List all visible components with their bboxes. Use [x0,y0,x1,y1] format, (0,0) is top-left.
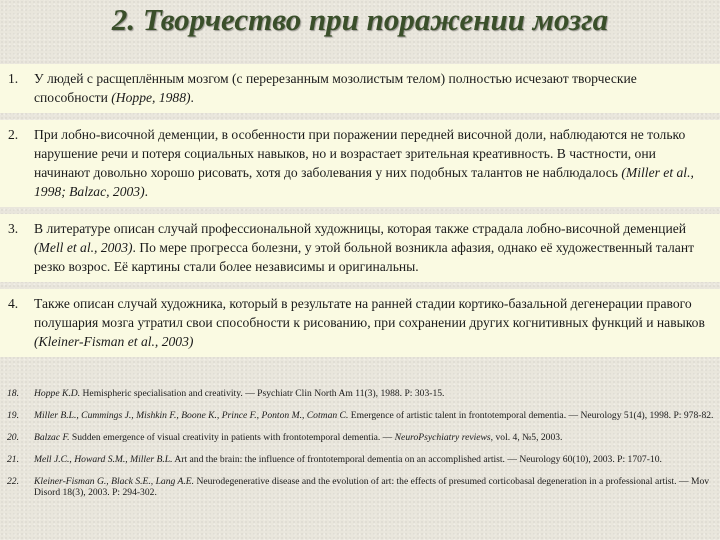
item-number: 4. [8,296,19,311]
reference-text: Neurodegenerative disease and the evolution of art: the effects of presumed corticobasal degeneration in a professional artist. — Mov Disord 18(3), 2003. P: 294-302. [34,476,710,498]
item-number: 3. [8,221,19,236]
item-tail: . [144,184,149,199]
item-tail: . По мере прогресса болезни, у этой больной возникла афазия, однако её художественный талант резко возрос. Её картины стали более независимы и оригинальны. [34,240,695,274]
item-number: 1. [8,71,19,86]
item-citation: (Mell et al., 2003) [34,240,133,255]
reference-number: 20. [7,432,19,443]
statement-item [0,214,720,282]
item-citation: (Kleiner-Fisman et al., 2003) [34,334,194,349]
reference-number: 22. [7,476,19,487]
reference-authors: Miller B.L., Cummings J., Mishkin F., Boone K., Prince F., Ponton M., Cotman C. [34,410,349,421]
item-text: В литературе описан случай профессиональной художницы, которая также страдала лобно-височной деменцией [34,221,687,236]
statement-list [0,64,720,364]
item-text: При лобно-височной деменции, в особенности при поражении передней височной доли, наблюдаются не только нарушение речи и потеря социальных навыков, но и возрастает зрительная креативность. В частности, они начинают довольно хорошо рисовать, хотя до заболевания у них подобных талантов не наблюдалось [34,127,686,180]
item-citation: (Hoppe, 1988) [111,90,191,105]
reference-number: 19. [7,410,19,421]
reference-item [0,454,720,465]
reference-item [0,476,720,498]
reference-number: 21. [7,454,19,465]
reference-text: Emergence of artistic talent in frontotemporal dementia. — Neurology 51(4), 1998. P: 978-82. [348,410,714,421]
slide-title: 2. Творчество при поражении мозга [111,2,609,37]
item-tail: . [190,90,194,105]
reference-journal: NeuroPsychiatry reviews [394,432,491,443]
item-number: 2. [8,127,19,142]
reference-item [0,410,720,421]
reference-item [0,432,720,443]
reference-list [0,388,720,509]
item-text: Также описан случай художника, который в результате на ранней стадии кортико-базальной дегенерации правого полушария мозга утратил свои способности к рисованию, при сохранении других когнитивных функций и навыков [34,296,705,330]
reference-number: 18. [7,388,19,399]
reference-tail: , vol. 4, №5, 2003. [490,432,563,443]
reference-authors: Hoppe K.D. [34,388,81,399]
item-citation: (Miller et al., 1998; Balzac, 2003) [34,165,694,199]
reference-text: Sudden emergence of visual creativity in patients with frontotemporal dementia. — [69,432,395,443]
reference-text: Art and the brain: the influence of frontotemporal dementia on an accomplished artist. — Neurology 60(10), 2003. P: 1707-10. [172,454,662,465]
reference-item [0,388,720,399]
reference-authors: Balzac F. [34,432,70,443]
statement-item [0,120,720,207]
statement-item [0,289,720,357]
reference-text: Hemispheric specialisation and creativity. — Psychiatr Clin North Am 11(3), 1988. P: 303-15. [80,388,445,399]
reference-authors: Mell J.C., Howard S.M., Miller B.L. [34,454,173,465]
item-text: У людей с расщеплённым мозгом (с перерезанным мозолистым телом) полностью исчезают творческие способности [34,71,637,105]
reference-authors: Kleiner-Fisman G., Black S.E., Lang A.E. [34,476,195,487]
statement-item [0,64,720,113]
